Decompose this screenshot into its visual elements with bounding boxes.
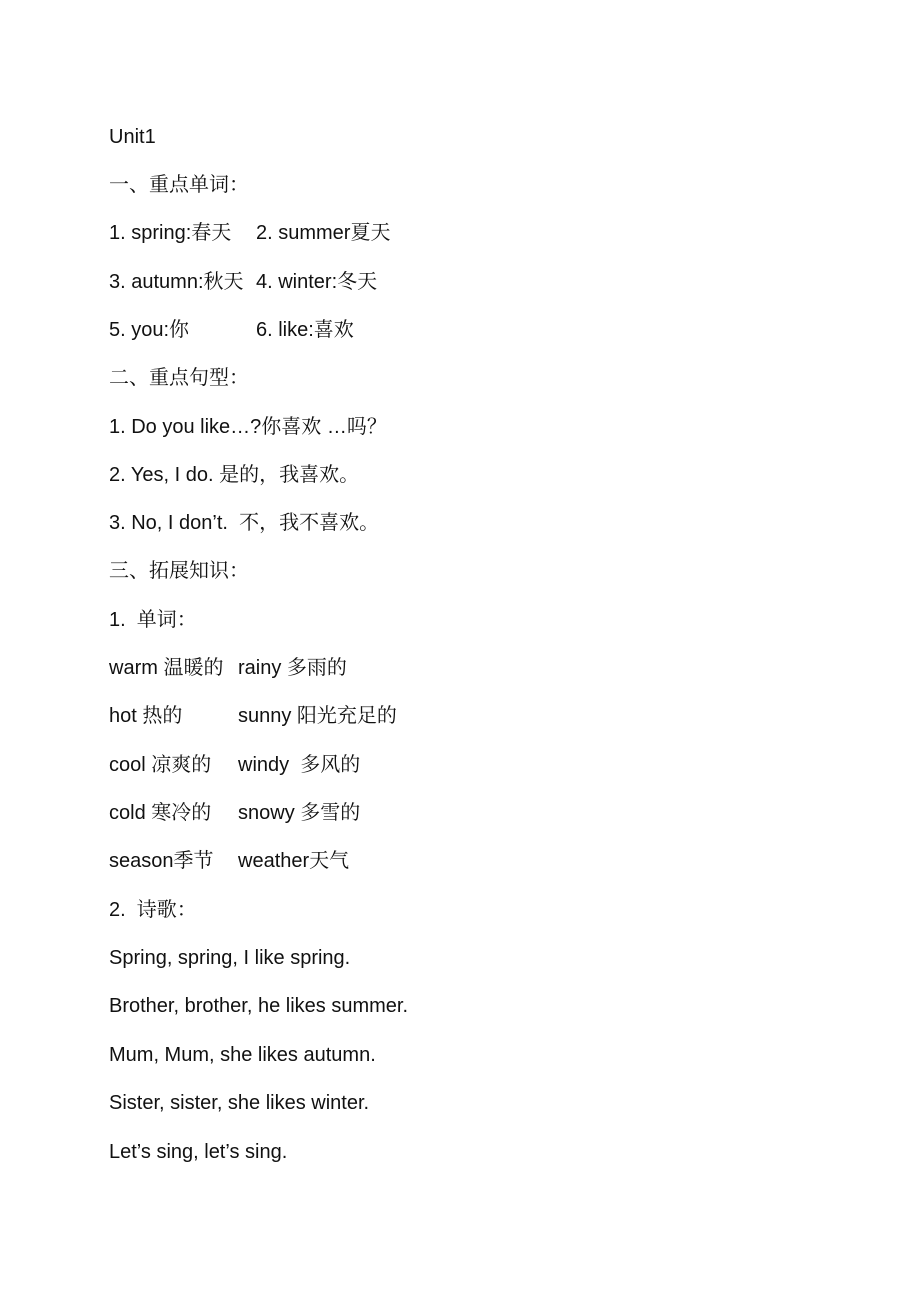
- section-heading-key-words: 一、重点单词：: [109, 174, 249, 196]
- key-sentence: 1. Do you like…?你喜欢 …吗？: [109, 416, 387, 438]
- key-word: 6. like:喜欢: [256, 319, 354, 341]
- section-heading-extension: 三、拓展知识：: [109, 560, 249, 582]
- key-word: 5. you:你: [109, 319, 190, 341]
- vocab-word: weather天气: [238, 850, 350, 872]
- vocab-word: season季节: [109, 850, 214, 872]
- poem-line: Brother, brother, he likes summer.: [109, 995, 409, 1017]
- poem-line: Spring, spring, I like spring.: [109, 947, 351, 969]
- key-word: 1. spring:春天: [109, 222, 232, 244]
- vocab-word: sunny 阳光充足的: [238, 705, 397, 727]
- key-sentence: 2. Yes, I do. 是的，我喜欢。: [109, 464, 360, 486]
- subheading-words: 1. 单词：: [109, 609, 197, 631]
- page-title: Unit1: [109, 126, 156, 148]
- section-heading-key-sentences: 二、重点句型：: [109, 367, 249, 389]
- vocab-word: cool 凉爽的: [109, 754, 212, 776]
- vocab-word: snowy 多雪的: [238, 802, 361, 824]
- vocab-word: cold 寒冷的: [109, 802, 212, 824]
- key-word: 3. autumn:秋天: [109, 271, 244, 293]
- key-word: 2. summer夏天: [256, 222, 391, 244]
- poem-line: Mum, Mum, she likes autumn.: [109, 1044, 376, 1066]
- vocab-word: hot 热的: [109, 705, 183, 727]
- poem-line: Sister, sister, she likes winter.: [109, 1092, 370, 1114]
- poem-line: Let’s sing, let’s sing.: [109, 1141, 288, 1163]
- subheading-poem: 2. 诗歌：: [109, 899, 197, 921]
- vocab-word: windy 多风的: [238, 754, 361, 776]
- vocab-word: rainy 多雨的: [238, 657, 347, 679]
- key-sentence: 3. No, I don’t. 不，我不喜欢。: [109, 512, 380, 534]
- key-word: 4. winter:冬天: [256, 271, 378, 293]
- vocab-word: warm 温暖的: [109, 657, 224, 679]
